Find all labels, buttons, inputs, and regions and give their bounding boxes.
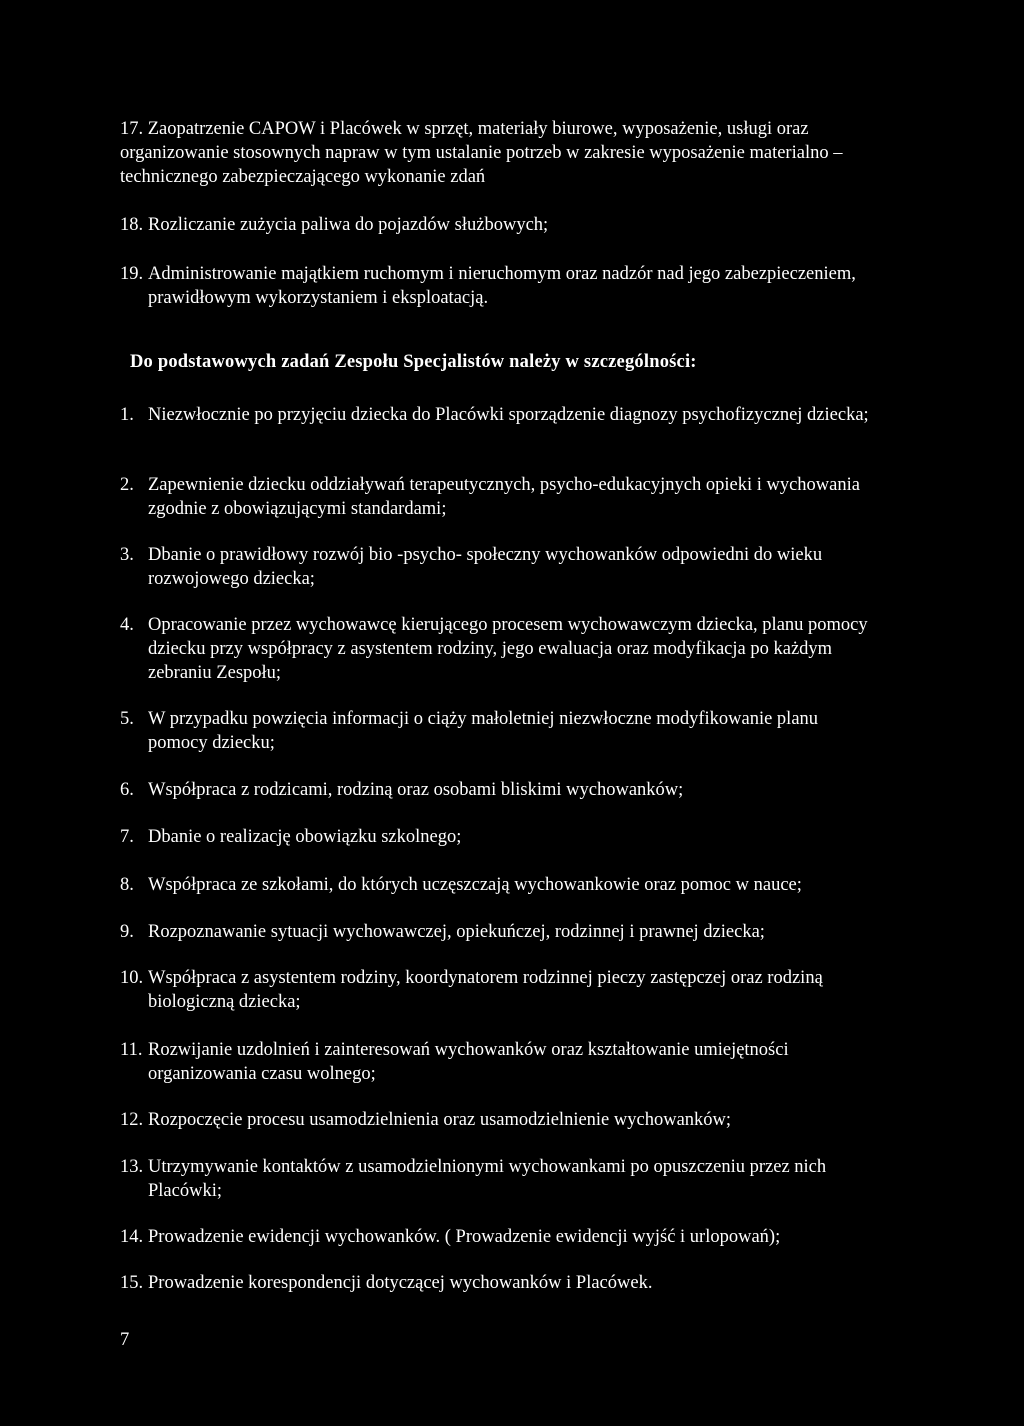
list-item (120, 117, 880, 189)
list-item-text: Dbanie o realizację obowiązku szkolnego; (148, 827, 462, 847)
list-item-text: Współpraca z rodzicami, rodziną oraz osobami bliskimi wychowanków; (148, 780, 684, 800)
list-item (120, 1155, 880, 1203)
list-item (120, 1271, 880, 1295)
list-item (120, 920, 880, 944)
list-item-number: 3. (120, 545, 134, 565)
list-item-number: 18. (120, 215, 144, 235)
list-item (120, 1038, 880, 1086)
list-item-number: 2. (120, 475, 134, 495)
list-item-text: Współpraca ze szkołami, do których uczęszczają wychowankowie oraz pomoc w nauce; (148, 875, 802, 895)
list-item (120, 1108, 880, 1132)
list-item (120, 966, 880, 1014)
list-item-number: 8. (120, 875, 134, 895)
list-item (120, 213, 880, 237)
list-item-number: 4. (120, 615, 134, 635)
list-item-number: 12. (120, 1110, 144, 1130)
list-item-text: Rozpoznawanie sytuacji wychowawczej, opiekuńczej, rodzinnej i prawnej dziecka; (148, 922, 765, 942)
list-item-number: 15. (120, 1273, 144, 1293)
list-item-text: 17. Zaopatrzenie CAPOW i Placówek w sprzęt, materiały biurowe, wyposażenie, usługi oraz organizowanie stosownych napraw w tym ustalanie potrzeb w zakresie wyposażenie materialno – technicznego zabezpieczającego wykonanie zdań (120, 119, 843, 187)
list-item-number: 1. (120, 405, 134, 425)
list-item-number: 13. (120, 1157, 144, 1177)
list-item (120, 778, 880, 802)
list-item-number: 9. (120, 922, 134, 942)
list-item (120, 613, 880, 685)
section-heading: Do podstawowych zadań Zespołu Specjalistów należy w szczególności: (130, 352, 697, 372)
list-item-text: Zapewnienie dziecku oddziaływań terapeutycznych, psycho-edukacyjnych opieki i wychowania zgodnie z obowiązującymi standardami; (148, 475, 860, 519)
list-item (120, 873, 880, 897)
list-item-number: 11. (120, 1040, 143, 1060)
list-item-text: Rozwijanie uzdolnień i zainteresowań wychowanków oraz kształtowanie umiejętności organizowania czasu wolnego; (148, 1040, 789, 1084)
list-item-text: Niezwłocznie po przyjęciu dziecka do Placówki sporządzenie diagnozy psychofizycznej dziecka; (148, 405, 869, 425)
list-item (120, 543, 880, 591)
list-item-number: 19. (120, 264, 144, 284)
list-item (120, 1225, 880, 1249)
list-item-text: Współpraca z asystentem rodziny, koordynatorem rodzinnej pieczy zastępczej oraz rodziną biologiczną dziecka; (148, 968, 823, 1012)
list-item (120, 403, 880, 427)
list-item-number: 14. (120, 1227, 144, 1247)
list-item-text: Prowadzenie ewidencji wychowanków. ( Prowadzenie ewidencji wyjść i urlopowań); (148, 1227, 781, 1247)
list-item (120, 262, 880, 310)
list-item-text: Rozpoczęcie procesu usamodzielnienia oraz usamodzielnienie wychowanków; (148, 1110, 732, 1130)
list-item-number: 6. (120, 780, 134, 800)
list-item-text: Rozliczanie zużycia paliwa do pojazdów służbowych; (148, 215, 549, 235)
list-item-number: 17. (120, 119, 144, 139)
list-item (120, 825, 880, 849)
list-item-number: 10. (120, 968, 144, 988)
list-item (120, 473, 880, 521)
list-item-text: Dbanie o prawidłowy rozwój bio -psycho- społeczny wychowanków odpowiedni do wieku rozwojowego dziecka; (148, 545, 823, 589)
list-item-number: 5. (120, 709, 134, 729)
list-item-text: Prowadzenie korespondencji dotyczącej wychowanków i Placówek. (148, 1273, 653, 1293)
list-item-text: Utrzymywanie kontaktów z usamodzielnionymi wychowankami po opuszczeniu przez nich Placówki; (148, 1157, 827, 1201)
page-number: 7 (120, 1330, 130, 1350)
list-item-text: Opracowanie przez wychowawcę kierującego procesem wychowawczym dziecka, planu pomocy dziecku przy współpracy z asystentem rodziny, jego ewaluacja oraz modyfikacja po każdym zebraniu Zespołu; (148, 615, 868, 683)
list-item (120, 707, 880, 755)
list-item-number: 7. (120, 827, 134, 847)
list-item-text: Administrowanie majątkiem ruchomym i nieruchomym oraz nadzór nad jego zabezpieczeniem, prawidłowym wykorzystaniem i eksploatacją. (148, 264, 856, 308)
list-item-text: W przypadku powzięcia informacji o ciąży małoletniej niezwłoczne modyfikowanie planu pomocy dziecku; (148, 709, 819, 753)
